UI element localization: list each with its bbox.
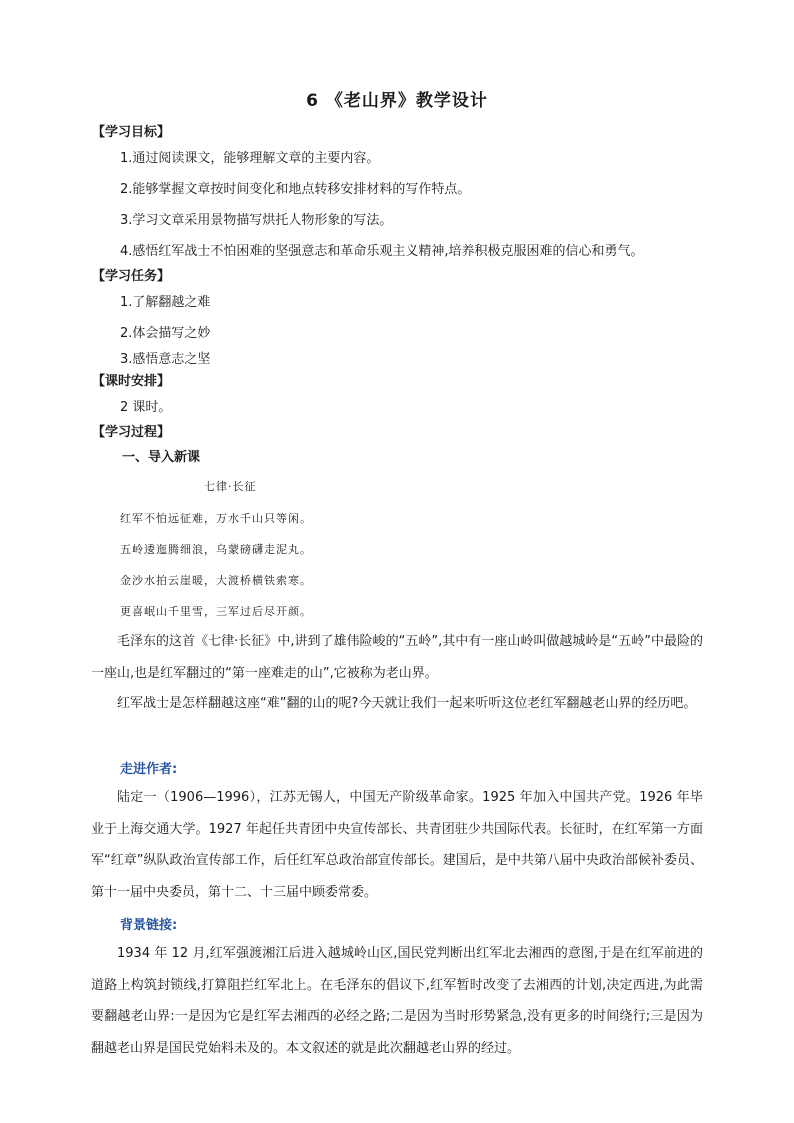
section-intro-heading: 一、导入新课 bbox=[122, 450, 201, 465]
background-heading: 背景链接: bbox=[120, 918, 178, 933]
author-paragraph: 陆定一（1906—1996），江苏无锡人，中国无产阶级革命家。1925 年加入中国共产党。1926 年毕业于上海交通大学。1927 年起任共青团中央宣传部长、共青团驻少共国际代表。长征时，在红军第一方面军“红章”纵队政治宣传部工作，后任红军总政治部宣传部长。建国后，是中共第八届中央政治部候补委员、第十一届中央委员，第十二、十三届中顾委常委。 bbox=[91, 790, 703, 900]
task-item-2: 2.体会描写之妙 bbox=[120, 326, 211, 341]
poem-title: 七律·长征 bbox=[204, 480, 257, 493]
goal-item-2: 2.能够掌握文章按时间变化和地点转移安排材料的写作特点。 bbox=[120, 182, 471, 197]
poem-line-1: 红军不怕远征难，万水千山只等闲。 bbox=[120, 512, 312, 525]
process-heading: 【学习过程】 bbox=[92, 425, 171, 440]
intro-paragraph-1: 毛泽东的这首《七律·长征》中,讲到了雄伟险峻的“五岭”,其中有一座山岭叫做越城岭是“五岭”中最险的一座山,也是红军翻过的“第一座难走的山”,它被称为老山界。 bbox=[91, 634, 703, 681]
learning-goals-heading: 【学习目标】 bbox=[92, 125, 171, 140]
intro-paragraph-2: 红军战士是怎样翻越这座“难”翻的山的呢?今天就让我们一起来听听这位老红军翻越老山界的经历吧。 bbox=[117, 696, 697, 711]
goal-item-4: 4.感悟红军战士不怕困难的坚强意志和革命乐观主义精神,培养积极克服困难的信心和勇气。 bbox=[120, 244, 644, 259]
schedule-text: 2 课时。 bbox=[120, 400, 172, 415]
poem-line-3: 金沙水拍云崖暖，大渡桥横铁索寒。 bbox=[120, 574, 312, 587]
schedule-heading: 【课时安排】 bbox=[92, 374, 171, 389]
task-item-1: 1.了解翻越之难 bbox=[120, 295, 211, 310]
learning-tasks-heading: 【学习任务】 bbox=[92, 269, 171, 284]
author-heading: 走进作者: bbox=[120, 762, 178, 777]
goal-item-3: 3.学习文章采用景物描写烘托人物形象的写法。 bbox=[120, 213, 393, 228]
poem-line-4: 更喜岷山千里雪，三军过后尽开颜。 bbox=[120, 605, 312, 618]
goal-item-1: 1.通过阅读课文，能够理解文章的主要内容。 bbox=[120, 151, 380, 166]
task-item-3: 3.感悟意志之坚 bbox=[120, 352, 211, 367]
poem-line-2: 五岭逶迤腾细浪，乌蒙磅礴走泥丸。 bbox=[120, 543, 312, 556]
document-title: 6 《老山界》教学设计 bbox=[306, 91, 488, 111]
background-paragraph: 1934 年 12 月,红军强渡湘江后进入越城岭山区,国民党判断出红军北去湘西的意图,于是在红军前进的道路上构筑封锁线,打算阻拦红军北上。在毛泽东的倡议下,红军暂时改变了去湘西的计划,决定西进,为此需要翻越老山界:一是因为它是红军去湘西的必经之路;二是因为当时形势紧急,没有更多的时间绕行;三是因为翻越老山界是国民党始料未及的。本文叙述的就是此次翻越老山界的经过。 bbox=[91, 946, 703, 1056]
